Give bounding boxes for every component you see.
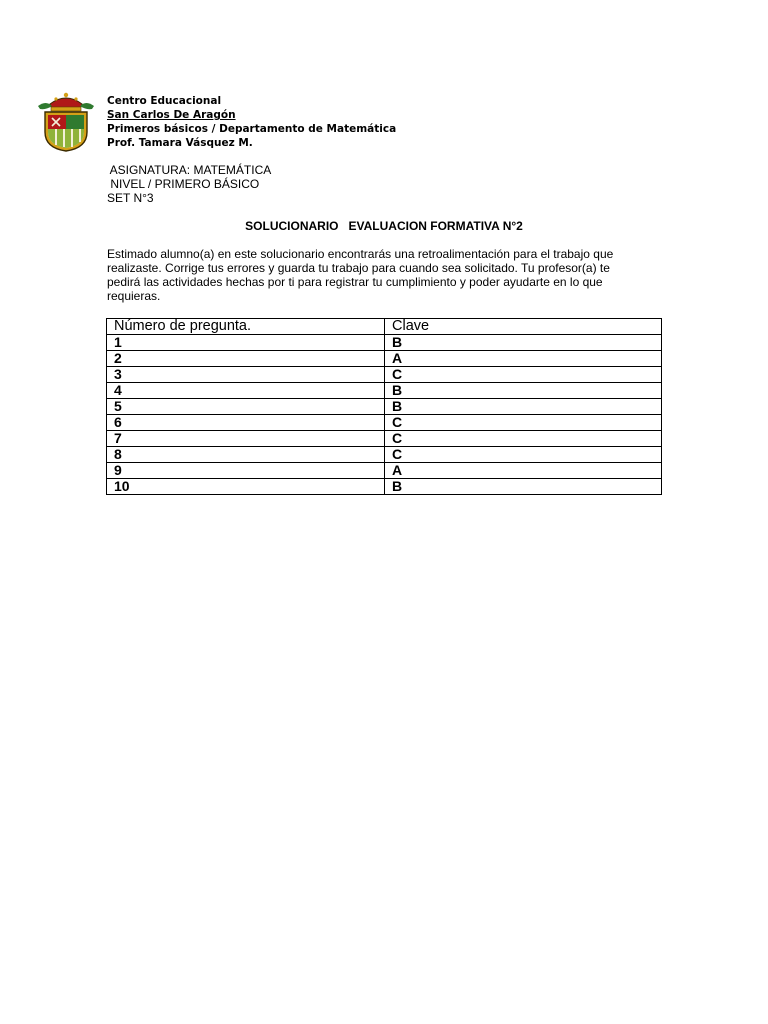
question-number-cell: 9 [107,463,385,479]
answer-key-header: Clave [385,319,662,335]
subject-info [107,163,271,205]
set-label: SET N°3 [107,191,154,205]
answer-key-cell: B [385,479,662,495]
teacher-name: Prof. Tamara Vásquez M. [107,137,253,149]
intro-paragraph: Estimado alumno(a) en este solucionario encontrarás una retroalimentación para el trabajo que realizaste. Corrige tus errores y guarda tu trabajo para cuando sea solicitado. Tu profesor(a) te pedirá las actividades hechas por ti para registrar tu cumplimiento y poder ayudarte en lo que requieras. [107,247,614,303]
table-row [107,383,662,399]
question-number-cell: 8 [107,447,385,463]
question-number-cell: 3 [107,367,385,383]
table-row [107,479,662,495]
answer-key-cell: A [385,463,662,479]
answer-key-cell: C [385,415,662,431]
table-row [107,367,662,383]
school-name: Centro Educacional [107,95,222,107]
question-number-cell: 1 [107,335,385,351]
answer-key-cell: C [385,431,662,447]
question-number-cell: 5 [107,399,385,415]
table-row [107,351,662,367]
table-row [107,415,662,431]
table-row [107,399,662,415]
table-row [107,335,662,351]
school-crest-logo [36,90,96,152]
department-line: Primeros básicos / Departamento de Matemática [107,123,397,135]
school-header [107,94,396,150]
question-number-cell: 7 [107,431,385,447]
question-number-header: Número de pregunta. [107,319,385,335]
table-header-row [107,319,662,335]
answer-key-cell: B [385,335,662,351]
answer-key-cell: B [385,383,662,399]
question-number-cell: 2 [107,351,385,367]
school-location: San Carlos De Aragón [107,109,236,121]
answer-key-cell: C [385,447,662,463]
question-number-cell: 10 [107,479,385,495]
table-row [107,447,662,463]
question-number-cell: 4 [107,383,385,399]
answer-key-cell: C [385,367,662,383]
answer-key-table [106,318,662,495]
subject-label: ASIGNATURA: MATEMÁTICA [107,163,272,177]
answer-key-cell: A [385,351,662,367]
question-number-cell: 6 [107,415,385,431]
table-row [107,463,662,479]
document-title: SOLUCIONARIO EVALUACION FORMATIVA N°2 [245,219,523,233]
table-row [107,431,662,447]
level-label: NIVEL / PRIMERO BÁSICO [107,177,260,191]
answer-key-cell: B [385,399,662,415]
